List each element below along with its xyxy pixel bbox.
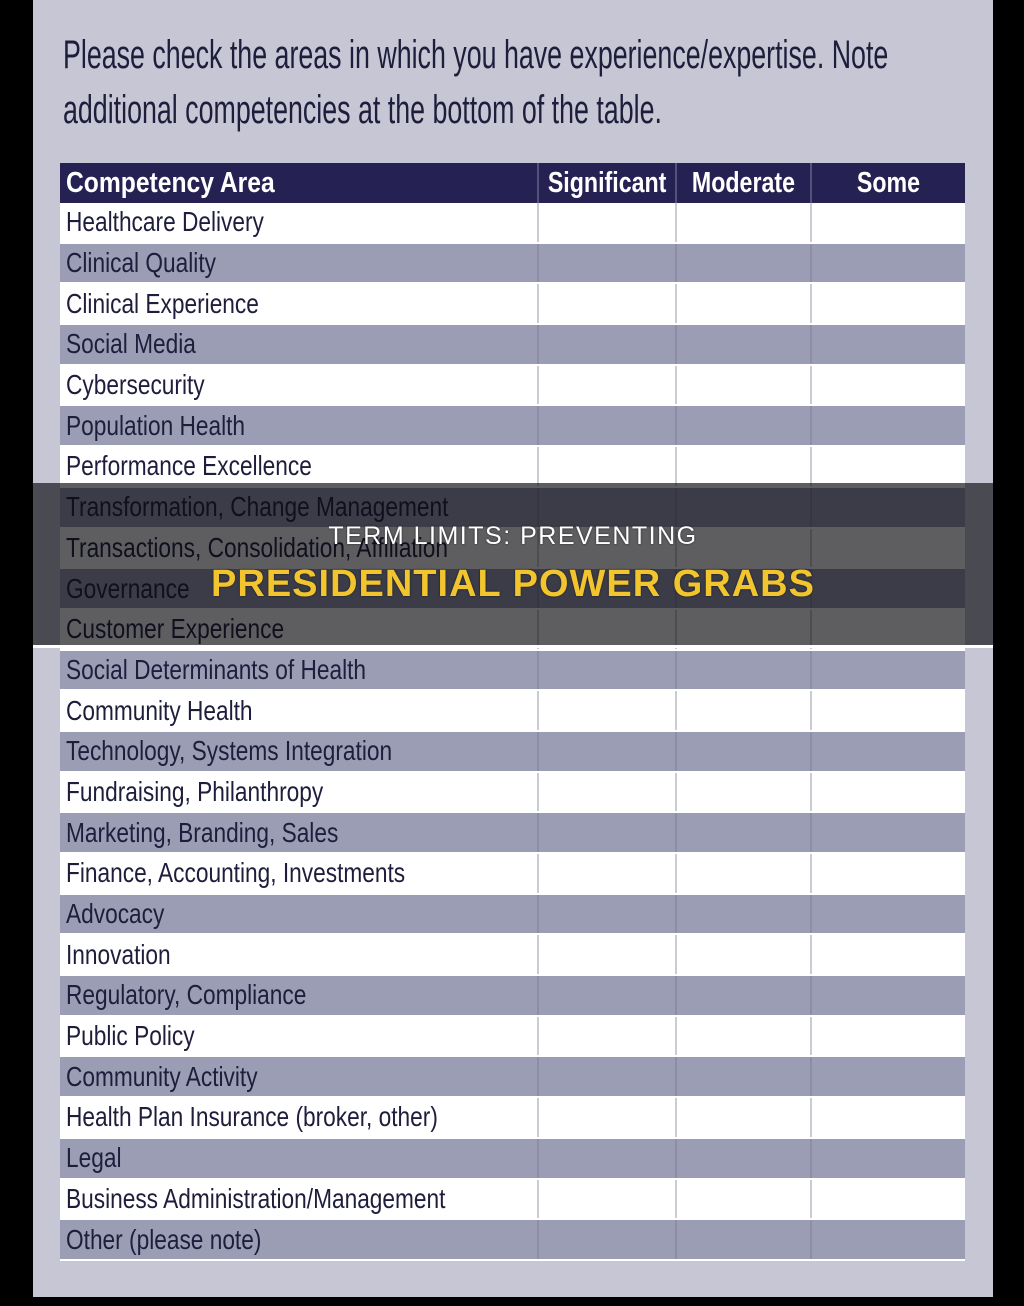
some-checkbox-cell[interactable] — [810, 284, 965, 323]
moderate-checkbox-cell[interactable] — [675, 1057, 810, 1096]
competency-label: Business Administration/Management — [66, 1182, 446, 1214]
significant-checkbox-cell[interactable] — [537, 244, 675, 283]
competency-label: Advocacy — [66, 898, 165, 930]
competency-label: Social Media — [66, 328, 196, 360]
instruction-text — [63, 28, 888, 138]
significant-checkbox-cell[interactable] — [537, 284, 675, 323]
significant-checkbox-cell[interactable] — [537, 813, 675, 852]
moderate-checkbox-cell[interactable] — [675, 773, 810, 812]
some-checkbox-cell[interactable] — [810, 1098, 965, 1137]
significant-checkbox-cell[interactable] — [537, 935, 675, 974]
some-checkbox-cell[interactable] — [810, 447, 965, 486]
instruction-line-1: Please check the areas in which you have experience/expertise. Note — [63, 33, 889, 77]
competency-label: Community Activity — [66, 1060, 258, 1092]
significant-checkbox-cell[interactable] — [537, 1017, 675, 1056]
moderate-checkbox-cell[interactable] — [675, 976, 810, 1015]
table-row — [60, 244, 965, 285]
moderate-checkbox-cell[interactable] — [675, 1017, 810, 1056]
some-checkbox-cell[interactable] — [810, 366, 965, 405]
significant-checkbox-cell[interactable] — [537, 366, 675, 405]
right-letterbox-bar — [993, 0, 1024, 1306]
some-checkbox-cell[interactable] — [810, 651, 965, 690]
header-competency-area: Competency Area — [66, 166, 275, 199]
header-some: Some — [810, 163, 965, 203]
competency-label: Population Health — [66, 409, 246, 441]
moderate-checkbox-cell[interactable] — [675, 854, 810, 893]
table-row — [60, 366, 965, 407]
table-row — [60, 1098, 965, 1139]
some-checkbox-cell[interactable] — [810, 203, 965, 242]
table-row — [60, 203, 965, 244]
competency-label: Other (please note) — [66, 1223, 262, 1255]
significant-checkbox-cell[interactable] — [537, 773, 675, 812]
table-row — [60, 854, 965, 895]
instruction-line-2: additional competencies at the bottom of the table. — [63, 88, 662, 132]
table-row — [60, 773, 965, 814]
moderate-checkbox-cell[interactable] — [675, 325, 810, 364]
significant-checkbox-cell[interactable] — [537, 732, 675, 771]
significant-checkbox-cell[interactable] — [537, 651, 675, 690]
some-checkbox-cell[interactable] — [810, 244, 965, 283]
significant-checkbox-cell[interactable] — [537, 447, 675, 486]
significant-checkbox-cell[interactable] — [537, 325, 675, 364]
table-row — [60, 325, 965, 366]
some-checkbox-cell[interactable] — [810, 1139, 965, 1178]
some-checkbox-cell[interactable] — [810, 406, 965, 445]
header-significant: Significant — [537, 163, 675, 203]
table-row — [60, 976, 965, 1017]
competency-label: Performance Excellence — [66, 450, 312, 482]
competency-label: Fundraising, Philanthropy — [66, 775, 324, 807]
table-row — [60, 895, 965, 936]
some-checkbox-cell[interactable] — [810, 935, 965, 974]
moderate-checkbox-cell[interactable] — [675, 203, 810, 242]
some-checkbox-cell[interactable] — [810, 691, 965, 730]
table-row — [60, 813, 965, 854]
competency-label: Marketing, Branding, Sales — [66, 816, 339, 848]
competency-label: Legal — [66, 1142, 122, 1174]
moderate-checkbox-cell[interactable] — [675, 447, 810, 486]
some-checkbox-cell[interactable] — [810, 976, 965, 1015]
competency-label: Community Health — [66, 694, 253, 726]
header-moderate: Moderate — [675, 163, 810, 203]
significant-checkbox-cell[interactable] — [537, 976, 675, 1015]
competency-label: Cybersecurity — [66, 369, 205, 401]
some-checkbox-cell[interactable] — [810, 773, 965, 812]
moderate-checkbox-cell[interactable] — [675, 1139, 810, 1178]
competency-label: Clinical Experience — [66, 287, 259, 319]
competency-label: Health Plan Insurance (broker, other) — [66, 1101, 438, 1133]
competency-label: Social Determinants of Health — [66, 653, 367, 685]
moderate-checkbox-cell[interactable] — [675, 366, 810, 405]
competency-label: Clinical Quality — [66, 247, 216, 279]
caption-banner — [33, 483, 993, 648]
table-row — [60, 732, 965, 773]
significant-checkbox-cell[interactable] — [537, 854, 675, 893]
moderate-checkbox-cell[interactable] — [675, 1220, 810, 1259]
table-header-row — [60, 163, 965, 203]
table-row — [60, 447, 965, 488]
competency-label: Finance, Accounting, Investments — [66, 857, 406, 889]
table-row — [60, 1180, 965, 1221]
significant-checkbox-cell[interactable] — [537, 203, 675, 242]
moderate-checkbox-cell[interactable] — [675, 284, 810, 323]
moderate-checkbox-cell[interactable] — [675, 691, 810, 730]
significant-checkbox-cell[interactable] — [537, 691, 675, 730]
table-row — [60, 1220, 965, 1261]
competency-label: Technology, Systems Integration — [66, 735, 393, 767]
competency-label: Innovation — [66, 938, 171, 970]
moderate-checkbox-cell[interactable] — [675, 1098, 810, 1137]
moderate-checkbox-cell[interactable] — [675, 935, 810, 974]
table-row — [60, 691, 965, 732]
table-row — [60, 406, 965, 447]
some-checkbox-cell[interactable] — [810, 813, 965, 852]
moderate-checkbox-cell[interactable] — [675, 732, 810, 771]
table-row — [60, 1139, 965, 1180]
moderate-checkbox-cell[interactable] — [675, 1180, 810, 1219]
moderate-checkbox-cell[interactable] — [675, 244, 810, 283]
competency-label: Regulatory, Compliance — [66, 979, 307, 1011]
moderate-checkbox-cell[interactable] — [675, 406, 810, 445]
competency-label: Public Policy — [66, 1020, 195, 1052]
table-row — [60, 1057, 965, 1098]
some-checkbox-cell[interactable] — [810, 732, 965, 771]
significant-checkbox-cell[interactable] — [537, 1180, 675, 1219]
table-body — [60, 203, 965, 1261]
significant-checkbox-cell[interactable] — [537, 406, 675, 445]
some-checkbox-cell[interactable] — [810, 325, 965, 364]
some-checkbox-cell[interactable] — [810, 1017, 965, 1056]
significant-checkbox-cell[interactable] — [537, 1098, 675, 1137]
some-checkbox-cell[interactable] — [810, 895, 965, 934]
moderate-checkbox-cell[interactable] — [675, 813, 810, 852]
competency-table — [60, 163, 965, 1261]
table-row — [60, 1017, 965, 1058]
moderate-checkbox-cell[interactable] — [675, 895, 810, 934]
table-row — [60, 651, 965, 692]
significant-checkbox-cell[interactable] — [537, 1139, 675, 1178]
some-checkbox-cell[interactable] — [810, 854, 965, 893]
significant-checkbox-cell[interactable] — [537, 895, 675, 934]
some-checkbox-cell[interactable] — [810, 1180, 965, 1219]
table-row — [60, 935, 965, 976]
moderate-checkbox-cell[interactable] — [675, 651, 810, 690]
significant-checkbox-cell[interactable] — [537, 1057, 675, 1096]
some-checkbox-cell[interactable] — [810, 1057, 965, 1096]
competency-label: Healthcare Delivery — [66, 206, 264, 238]
significant-checkbox-cell[interactable] — [537, 1220, 675, 1259]
banner-title-line2: PRESIDENTIAL POWER GRABS — [211, 563, 815, 605]
left-letterbox-bar — [0, 0, 33, 1306]
bottom-letterbox-bar — [0, 1297, 1024, 1306]
banner-title-line1: TERM LIMITS: PREVENTING — [328, 522, 698, 550]
some-checkbox-cell[interactable] — [810, 1220, 965, 1259]
table-row — [60, 284, 965, 325]
